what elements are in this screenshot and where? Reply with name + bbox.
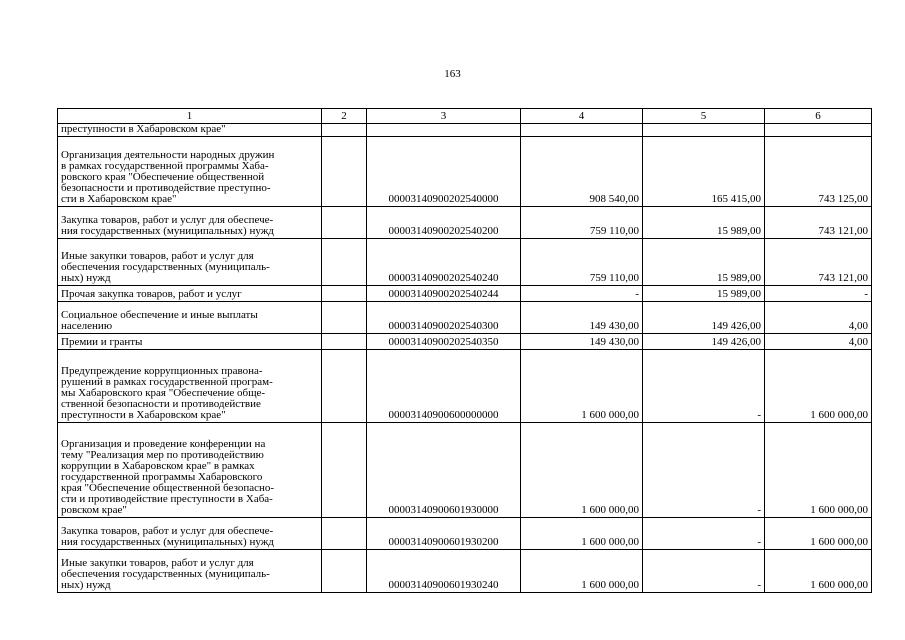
column-header: 3 xyxy=(367,109,521,124)
row-name xyxy=(58,137,322,207)
row-name-line: Закупка товаров, работ и услуг для обеспече- xyxy=(61,214,274,226)
column-header: 1 xyxy=(58,109,322,124)
column-5-value: - xyxy=(643,518,765,550)
column-4-value xyxy=(521,124,643,137)
column-header: 4 xyxy=(521,109,643,124)
column-5-value: - xyxy=(643,350,765,423)
code-cell xyxy=(367,124,521,137)
code-cell: 00003140900600000000 xyxy=(367,350,521,423)
code-cell: 00003140900202540244 xyxy=(367,286,521,302)
column-2-cell xyxy=(322,124,367,137)
column-4-value: 908 540,00 xyxy=(521,137,643,207)
row-name xyxy=(58,334,322,350)
column-header: 5 xyxy=(643,109,765,124)
code-cell: 00003140900202540240 xyxy=(367,239,521,286)
row-name-line: обеспечения государственных (муниципаль- xyxy=(61,261,270,273)
table-row xyxy=(58,286,872,302)
table-row xyxy=(58,334,872,350)
column-5-value: - xyxy=(643,550,765,593)
row-name-line: сти и противодействие преступности в Хаба- xyxy=(61,493,273,505)
column-5-value: 149 426,00 xyxy=(643,302,765,334)
table-row xyxy=(58,137,872,207)
row-name xyxy=(58,239,322,286)
row-name-line: Прочая закупка товаров, работ и услуг xyxy=(61,288,242,300)
row-name-line: Иные закупки товаров, работ и услуг для xyxy=(61,557,254,569)
row-name xyxy=(58,350,322,423)
row-name xyxy=(58,518,322,550)
column-5-value: 15 989,00 xyxy=(643,286,765,302)
column-2-cell xyxy=(322,239,367,286)
column-header: 6 xyxy=(765,109,872,124)
code-cell: 00003140900202540000 xyxy=(367,137,521,207)
table-row xyxy=(58,550,872,593)
row-name-line: Организация деятельности народных дружин xyxy=(61,149,275,161)
column-2-cell xyxy=(322,350,367,423)
column-5-value: 15 989,00 xyxy=(643,207,765,239)
row-name-line: тему "Реализация мер по противодействию xyxy=(61,449,264,461)
code-cell: 00003140900601930240 xyxy=(367,550,521,593)
column-2-cell xyxy=(322,286,367,302)
code-cell: 00003140900601930000 xyxy=(367,423,521,518)
row-name-line: ных) нужд xyxy=(61,272,111,284)
page-number: 163 xyxy=(444,68,461,80)
column-4-value: - xyxy=(521,286,643,302)
table-row xyxy=(58,124,872,137)
row-name-line: ных) нужд xyxy=(61,579,111,591)
column-6-value: 4,00 xyxy=(765,302,872,334)
table-row xyxy=(58,423,872,518)
column-5-value: 149 426,00 xyxy=(643,334,765,350)
row-name-line: ровского края "Обеспечение общественной xyxy=(61,171,265,183)
column-5-value: 15 989,00 xyxy=(643,239,765,286)
column-2-cell xyxy=(322,518,367,550)
column-header: 2 xyxy=(322,109,367,124)
row-name-line: Иные закупки товаров, работ и услуг для xyxy=(61,250,254,262)
row-name-line: ния государственных (муниципальных) нужд xyxy=(61,536,274,548)
column-2-cell xyxy=(322,423,367,518)
column-5-value: - xyxy=(643,423,765,518)
row-name-line: Предупреждение коррупционных правона- xyxy=(61,365,263,377)
column-4-value: 1 600 000,00 xyxy=(521,550,643,593)
row-name-line: в рамках государственной программы Хаба- xyxy=(61,160,269,172)
column-2-cell xyxy=(322,550,367,593)
column-6-value: 743 121,00 xyxy=(765,239,872,286)
column-6-value: 743 125,00 xyxy=(765,137,872,207)
column-6-value: 1 600 000,00 xyxy=(765,350,872,423)
column-2-cell xyxy=(322,207,367,239)
row-name-line: ния государственных (муниципальных) нужд xyxy=(61,225,274,237)
column-4-value: 1 600 000,00 xyxy=(521,518,643,550)
header-row xyxy=(58,109,872,124)
column-6-value: - xyxy=(765,286,872,302)
row-name-line: преступности в Хабаровском крае" xyxy=(61,123,226,135)
row-name-line: края "Обеспечение общественной безопасно- xyxy=(61,482,275,494)
column-5-value: 165 415,00 xyxy=(643,137,765,207)
table-row xyxy=(58,302,872,334)
column-4-value: 759 110,00 xyxy=(521,207,643,239)
column-5-value xyxy=(643,124,765,137)
row-name-line: государственной программы Хабаровского xyxy=(61,471,263,483)
row-name-line: Социальное обеспечение и иные выплаты xyxy=(61,309,258,321)
row-name-line: безопасности и противодействие преступно- xyxy=(61,182,271,194)
row-name-line: Закупка товаров, работ и услуг для обеспече- xyxy=(61,525,274,537)
column-4-value: 149 430,00 xyxy=(521,302,643,334)
row-name-line: мы Хабаровского края "Обеспечение обще- xyxy=(61,387,266,399)
column-4-value: 1 600 000,00 xyxy=(521,423,643,518)
column-4-value: 1 600 000,00 xyxy=(521,350,643,423)
column-6-value: 1 600 000,00 xyxy=(765,423,872,518)
code-cell: 00003140900202540200 xyxy=(367,207,521,239)
row-name-line: Организация и проведение конференции на xyxy=(61,438,266,450)
row-name-line: ственной безопасности и противодействие xyxy=(61,398,261,410)
table-row xyxy=(58,518,872,550)
row-name-line: обеспечения государственных (муниципаль- xyxy=(61,568,270,580)
budget-table xyxy=(57,108,872,593)
table-row xyxy=(58,207,872,239)
row-name-line: преступности в Хабаровском крае" xyxy=(61,409,226,421)
table-row xyxy=(58,239,872,286)
row-name xyxy=(58,207,322,239)
row-name-line: сти в Хабаровском крае" xyxy=(61,193,177,205)
row-name xyxy=(58,550,322,593)
code-cell: 00003140900202540350 xyxy=(367,334,521,350)
column-4-value: 149 430,00 xyxy=(521,334,643,350)
row-name-line: рушений в рамках государственной програм- xyxy=(61,376,273,388)
column-6-value: 743 121,00 xyxy=(765,207,872,239)
row-name xyxy=(58,286,322,302)
column-6-value: 1 600 000,00 xyxy=(765,518,872,550)
column-2-cell xyxy=(322,302,367,334)
code-cell: 00003140900601930200 xyxy=(367,518,521,550)
row-name xyxy=(58,423,322,518)
column-6-value: 4,00 xyxy=(765,334,872,350)
row-name xyxy=(58,302,322,334)
table-row xyxy=(58,350,872,423)
column-4-value: 759 110,00 xyxy=(521,239,643,286)
row-name-line: Премии и гранты xyxy=(61,336,143,348)
column-6-value: 1 600 000,00 xyxy=(765,550,872,593)
code-cell: 00003140900202540300 xyxy=(367,302,521,334)
row-name-line: ровском крае" xyxy=(61,504,127,516)
column-6-value xyxy=(765,124,872,137)
row-name xyxy=(58,124,322,137)
column-2-cell xyxy=(322,334,367,350)
column-2-cell xyxy=(322,137,367,207)
row-name-line: населению xyxy=(61,320,113,332)
row-name-line: коррупции в Хабаровском крае" в рамках xyxy=(61,460,255,472)
